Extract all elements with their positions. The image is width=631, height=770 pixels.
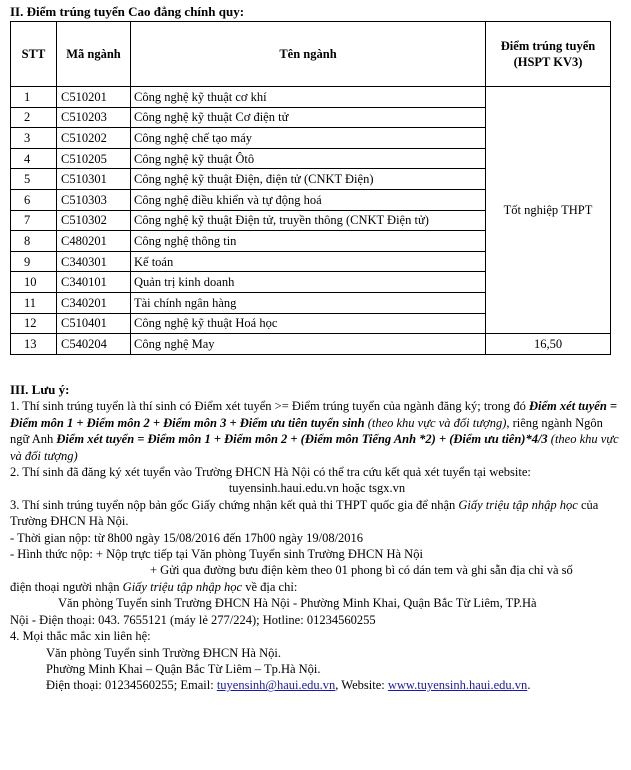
- contact-office: Văn phòng Tuyển sinh Trường ĐHCN Hà Nội.: [46, 645, 281, 660]
- recipient-end: về địa chỉ:: [242, 579, 298, 594]
- header-name: Tên ngành: [131, 22, 486, 87]
- header-code: Mã ngành: [57, 22, 131, 87]
- note-1-english: , riêng ngành Ngôn ngữ Anh: [10, 415, 603, 447]
- cell-code: C540204: [57, 334, 131, 355]
- website-link[interactable]: www.tuyensinh.haui.edu.vn: [387, 678, 528, 693]
- note-3-end: của Trường ĐHCN Hà Nội.: [10, 497, 599, 529]
- cell-name: Công nghệ kỹ thuật Hoá học: [131, 313, 486, 334]
- note-2-websites: tuyensinh.haui.edu.vn hoặc tsgx.vn: [228, 481, 406, 496]
- submit-time: - Thời gian nộp: từ 8h00 ngày 15/08/2016 đến 17h00 ngày 19/08/2016: [10, 530, 364, 545]
- cell-stt: 11: [11, 292, 57, 313]
- cell-code: C510301: [57, 169, 131, 190]
- cell-name: Công nghệ chế tạo máy: [131, 128, 486, 149]
- table-row: [11, 87, 611, 108]
- cell-stt: 13: [11, 334, 57, 355]
- recipient-doc: Giấy triệu tập nhập học: [122, 579, 243, 594]
- admission-score-table: [10, 21, 611, 355]
- contact-address: Phường Minh Khai – Quận Bắc Từ Liêm – Tp.Hà Nội.: [46, 661, 321, 676]
- cell-stt: 12: [11, 313, 57, 334]
- notes-section: [10, 382, 624, 694]
- note-3-text: 3. Thí sinh trúng tuyển nộp bản gốc Giấy chứng nhận kết quả thi THPT quốc gia để nhận: [10, 497, 459, 512]
- cell-code: C510205: [57, 148, 131, 169]
- table-row: [11, 334, 611, 355]
- note-2: 2. Thí sinh đã đăng ký xét tuyển vào Trường ĐHCN Hà Nội có thể tra cứu kết quả xét tuyển tại website:: [10, 465, 531, 480]
- cell-code: C510302: [57, 210, 131, 231]
- note-1-english-condition: (theo khu vực và đối tượng): [10, 432, 619, 463]
- note-1-text: 1. Thí sinh trúng tuyển là thí sinh có Điểm xét tuyển >= Điểm trúng tuyển của ngành đăng ký; trong đó: [10, 399, 529, 414]
- notes-heading: III. Lưu ý:: [10, 382, 70, 397]
- email-link[interactable]: tuyensinh@haui.edu.vn: [216, 678, 336, 693]
- cell-name: Công nghệ điều khiển và tự động hoá: [131, 189, 486, 210]
- cell-code: C510202: [57, 128, 131, 149]
- section-title: II. Điểm trúng tuyển Cao đẳng chính quy:: [10, 4, 245, 19]
- header-stt: STT: [11, 22, 57, 87]
- table-body: [11, 87, 611, 355]
- address-line-2: Nội - Điện thoại: 043. 7655121 (máy lẻ 277/224); Hotline: 01234560255: [10, 612, 376, 627]
- cell-code: C510303: [57, 189, 131, 210]
- cell-stt: 2: [11, 107, 57, 128]
- contact-phone-text: Điện thoại: 01234560255; Email:: [46, 678, 217, 693]
- cell-stt: 3: [11, 128, 57, 149]
- note-4: 4. Mọi thắc mắc xin liên hệ:: [10, 629, 151, 644]
- cell-name: Quản trị kinh doanh: [131, 272, 486, 293]
- cell-stt: 10: [11, 272, 57, 293]
- cell-stt: 1: [11, 87, 57, 108]
- cell-code: C510203: [57, 107, 131, 128]
- cell-code: C340101: [57, 272, 131, 293]
- note-3-doc: Giấy triệu tập nhập học: [458, 497, 578, 512]
- header-score: Điểm trúng tuyển (HSPT KV3): [486, 22, 611, 87]
- contact-end: .: [527, 678, 531, 693]
- submit-method-post: + Gửi qua đường bưu điện kèm theo 01 phong bì có dán tem và ghi sẵn địa chỉ và số: [150, 563, 573, 578]
- cell-code: C480201: [57, 231, 131, 252]
- note-1: [10, 398, 624, 464]
- table-header-row: [11, 22, 611, 87]
- cell-name: Công nghệ May: [131, 334, 486, 355]
- submit-recipient: [10, 579, 624, 595]
- cell-name: Kế toán: [131, 251, 486, 272]
- cell-stt: 9: [11, 251, 57, 272]
- cell-score: 16,50: [486, 334, 611, 355]
- cell-code: C340201: [57, 292, 131, 313]
- cell-stt: 6: [11, 189, 57, 210]
- cell-stt: 8: [11, 231, 57, 252]
- cell-name: Công nghệ kỹ thuật Ôtô: [131, 148, 486, 169]
- cell-name: Tài chính ngân hàng: [131, 292, 486, 313]
- cell-stt: 4: [11, 148, 57, 169]
- submit-method: - Hình thức nộp: + Nộp trực tiếp tại Văn phòng Tuyển sinh Trường ĐHCN Hà Nội: [10, 547, 423, 562]
- recipient-text: điện thoại người nhận: [10, 579, 123, 594]
- cell-name: Công nghệ kỹ thuật cơ khí: [131, 87, 486, 108]
- cell-name: Công nghệ kỹ thuật Điện, điện tử (CNKT Điện): [131, 169, 486, 190]
- cell-code: C510401: [57, 313, 131, 334]
- cell-code: C510201: [57, 87, 131, 108]
- cell-code: C340301: [57, 251, 131, 272]
- cell-name: Công nghệ kỹ thuật Điện tử, truyền thông (CNKT Điện tử): [131, 210, 486, 231]
- note-1-formula: Điểm xét tuyển = Điểm môn 1 + Điểm môn 2 + Điểm môn 3 + Điểm ưu tiên tuyển sinh: [10, 399, 618, 430]
- note-1-english-formula: Điểm xét tuyển = Điểm môn 1 + Điểm môn 2 + (Điểm môn Tiếng Anh *2) + (Điểm ưu tiên)*4/3: [56, 432, 548, 447]
- website-label: , Website:: [335, 678, 388, 693]
- cell-name: Công nghệ thông tin: [131, 231, 486, 252]
- contact-phone: [10, 677, 624, 693]
- cell-stt: 7: [11, 210, 57, 231]
- note-3: [10, 497, 624, 530]
- cell-stt: 5: [11, 169, 57, 190]
- cell-name: Công nghệ kỹ thuật Cơ điện tử: [131, 107, 486, 128]
- note-1-condition: (theo khu vực và đối tượng): [364, 415, 507, 430]
- address-line-1: Văn phòng Tuyển sinh Trường ĐHCN Hà Nội - Phường Minh Khai, Quận Bắc Từ Liêm, TP.Hà: [58, 596, 537, 611]
- cell-merged-score: Tốt nghiệp THPT: [486, 87, 611, 334]
